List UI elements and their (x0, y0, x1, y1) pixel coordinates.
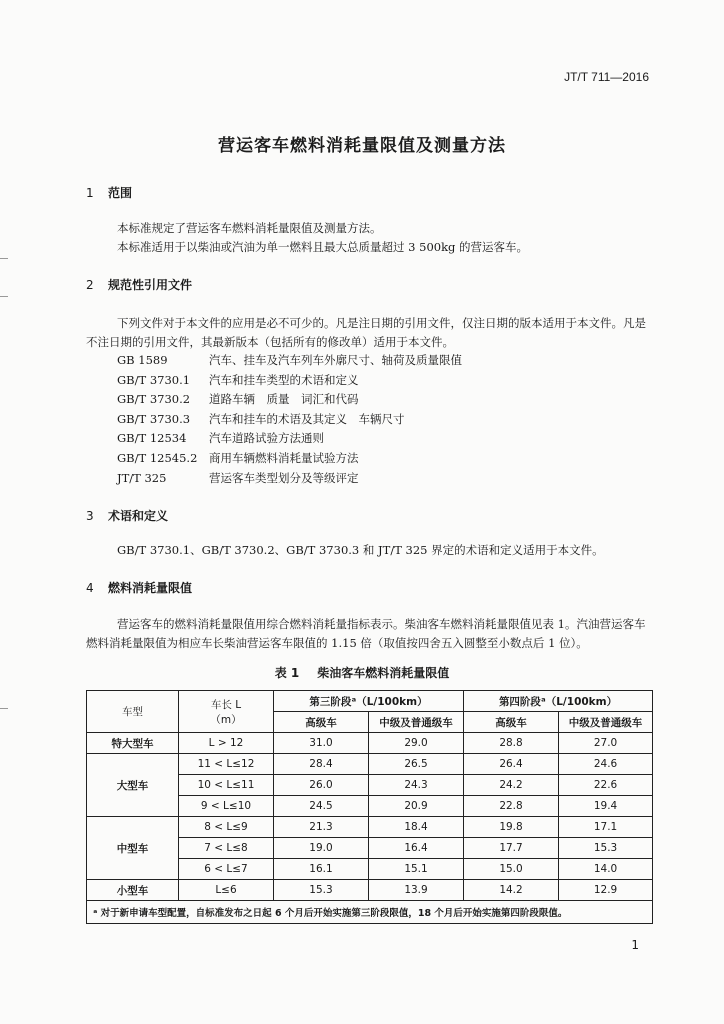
section-number: 2 (86, 278, 94, 292)
section-number: 4 (86, 581, 94, 595)
section-number: 3 (86, 509, 94, 523)
table-row (87, 733, 653, 754)
header-length-label: 车长 L (210, 698, 242, 711)
cell-value: 29.0 (369, 733, 464, 754)
cell-value: 19.4 (559, 796, 653, 817)
section-title: 范围 (108, 186, 133, 200)
cell-value: 26.0 (274, 775, 369, 796)
subheader-high-grade: 高级车 (274, 712, 369, 733)
table-footnote: ᵃ 对于新申请车型配置，自标准发布之日起 6 个月后开始实施第三阶段限值，18 个月后开始实施第四阶段限值。 (87, 901, 653, 924)
cell-length: 10 < L≤11 (179, 775, 274, 796)
section-1-heading (86, 184, 132, 201)
section-title: 规范性引用文件 (108, 278, 193, 292)
cell-value: 24.5 (274, 796, 369, 817)
cell-value: 28.8 (464, 733, 559, 754)
reference-item (117, 470, 462, 490)
reference-title: 汽车和挂车类型的术语和定义 (209, 372, 359, 387)
section-1-paragraph-2: 本标准适用于以柴油或汽油为单一燃料且最大总质量超过 3 500kg 的营运客车。 (117, 240, 529, 254)
table-title: 柴油客车燃料消耗量限值 (317, 666, 450, 680)
page-number: 1 (631, 938, 639, 952)
reference-code: GB 1589 (117, 353, 168, 367)
cell-value: 15.3 (274, 880, 369, 901)
cell-length: L≤6 (179, 880, 274, 901)
header-vehicle-type: 车型 (87, 691, 179, 733)
cell-value: 22.6 (559, 775, 653, 796)
reference-item (117, 411, 462, 431)
cell-value: 24.6 (559, 754, 653, 775)
subheader-mid-grade: 中级及普通级车 (559, 712, 653, 733)
cell-value: 14.0 (559, 859, 653, 880)
standard-code: JT/T 711—2016 (564, 70, 649, 84)
section-number: 1 (86, 186, 94, 200)
reference-code: GB/T 3730.2 (117, 392, 191, 407)
reference-title: 商用车辆燃料消耗量试验方法 (209, 450, 359, 465)
reference-title: 汽车道路试验方法通则 (209, 431, 324, 446)
cell-vehicle-type: 中型车 (87, 817, 179, 880)
cell-value: 31.0 (274, 733, 369, 754)
section-title: 燃料消耗量限值 (108, 581, 193, 595)
section-title: 术语和定义 (108, 509, 169, 523)
cell-vehicle-type: 大型车 (87, 754, 179, 817)
header-stage-4: 第四阶段ᵃ（L/100km） (464, 691, 653, 712)
reference-item (117, 352, 462, 372)
cell-vehicle-type: 特大型车 (87, 733, 179, 754)
cell-length: 6 < L≤7 (179, 859, 274, 880)
table-header-row (87, 691, 653, 712)
cell-length: L > 12 (179, 733, 274, 754)
document-title: 营运客车燃料消耗量限值及测量方法 (218, 136, 506, 156)
cell-value: 28.4 (274, 754, 369, 775)
reference-title: 汽车和挂车的术语及其定义 车辆尺寸 (209, 411, 405, 426)
table-row (87, 817, 653, 838)
section-4-paragraph: 营运客车的燃料消耗量限值用综合燃料消耗量指标表示。柴油客车燃料消耗量限值见表 1。汽油营运客车燃料消耗量限值为相应车长柴油营运客车限值的 1.15 倍（取值按四舍五入圆整至小数点后 1 位）。 (86, 617, 646, 650)
cell-value: 15.3 (559, 838, 653, 859)
cell-value: 24.2 (464, 775, 559, 796)
scan-edge-mark (0, 708, 8, 709)
cell-value: 19.8 (464, 817, 559, 838)
cell-value: 14.2 (464, 880, 559, 901)
table-number: 表 1 (274, 666, 300, 680)
reference-item (117, 450, 462, 470)
header-stage-3: 第三阶段ᵃ（L/100km） (274, 691, 464, 712)
cell-length: 8 < L≤9 (179, 817, 274, 838)
cell-value: 12.9 (559, 880, 653, 901)
cell-value: 22.8 (464, 796, 559, 817)
cell-value: 24.3 (369, 775, 464, 796)
section-3-paragraph: GB/T 3730.1、GB/T 3730.2、GB/T 3730.3 和 JT/T 325 界定的术语和定义适用于本文件。 (117, 543, 604, 557)
cell-value: 13.9 (369, 880, 464, 901)
header-vehicle-length (179, 691, 274, 733)
cell-value: 17.1 (559, 817, 653, 838)
reference-code: GB/T 12534 (117, 431, 187, 446)
cell-vehicle-type: 小型车 (87, 880, 179, 901)
reference-title: 营运客车类型划分及等级评定 (209, 470, 359, 485)
cell-value: 18.4 (369, 817, 464, 838)
reference-item (117, 372, 462, 392)
scan-edge-mark (0, 296, 8, 297)
reference-code: GB/T 3730.3 (117, 411, 191, 426)
table-row (87, 880, 653, 901)
reference-item (117, 391, 462, 411)
fuel-limit-table (86, 690, 653, 924)
reference-item (117, 430, 462, 450)
section-3-heading (86, 507, 168, 524)
cell-value: 15.0 (464, 859, 559, 880)
cell-value: 26.5 (369, 754, 464, 775)
cell-value: 16.4 (369, 838, 464, 859)
section-1-paragraph-1: 本标准规定了营运客车燃料消耗量限值及测量方法。 (117, 221, 382, 235)
reference-list (117, 352, 462, 489)
section-2-paragraph: 下列文件对于本文件的应用是必不可少的。凡是注日期的引用文件，仅注日期的版本适用于本文件。凡是不注日期的引用文件，其最新版本（包括所有的修改单）适用于本文件。 (86, 316, 646, 349)
reference-code: JT/T 325 (117, 470, 167, 485)
section-2-heading (86, 276, 192, 293)
header-length-unit: （m） (210, 713, 242, 726)
cell-length: 9 < L≤10 (179, 796, 274, 817)
reference-title: 汽车、挂车及汽车列车外廓尺寸、轴荷及质量限值 (209, 353, 462, 367)
cell-value: 16.1 (274, 859, 369, 880)
cell-length: 11 < L≤12 (179, 754, 274, 775)
cell-value: 15.1 (369, 859, 464, 880)
cell-value: 27.0 (559, 733, 653, 754)
table-footnote-row (87, 901, 653, 924)
subheader-mid-grade: 中级及普通级车 (369, 712, 464, 733)
cell-value: 17.7 (464, 838, 559, 859)
cell-value: 20.9 (369, 796, 464, 817)
section-4-heading (86, 579, 192, 596)
cell-value: 26.4 (464, 754, 559, 775)
subheader-high-grade: 高级车 (464, 712, 559, 733)
cell-value: 19.0 (274, 838, 369, 859)
table-caption (0, 664, 724, 681)
reference-code: GB/T 12545.2 (117, 450, 198, 465)
table-row (87, 754, 653, 775)
reference-code: GB/T 3730.1 (117, 372, 191, 387)
scan-edge-mark (0, 258, 8, 259)
reference-title: 道路车辆 质量 词汇和代码 (209, 392, 359, 407)
cell-value: 21.3 (274, 817, 369, 838)
cell-length: 7 < L≤8 (179, 838, 274, 859)
